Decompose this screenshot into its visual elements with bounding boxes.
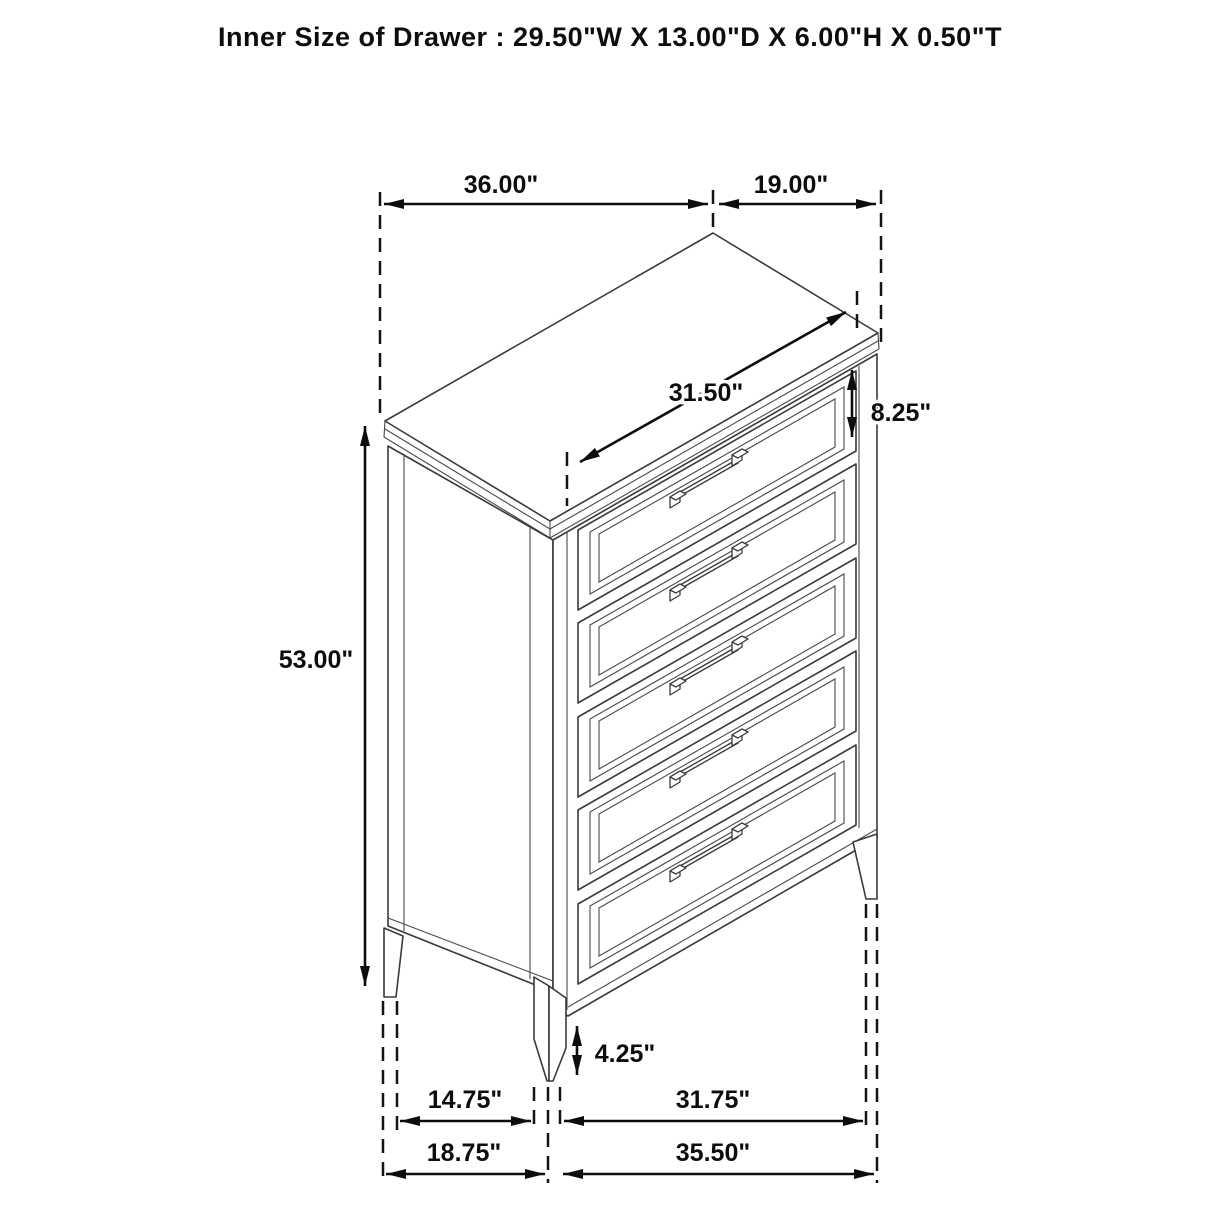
dim-leg-height-label: 4.25" — [594, 1040, 656, 1068]
page-title: Inner Size of Drawer : 29.50"W X 13.00"D X 6.00"H X 0.50"T — [217, 22, 1003, 52]
chest-illustration — [384, 233, 879, 1081]
dim-overall-depth-label: 18.75" — [426, 1139, 502, 1167]
dim-top-depth-label: 19.00" — [753, 171, 829, 199]
top-corner-edge-left — [384, 421, 385, 437]
dim-leg-inset-depth — [400, 1086, 531, 1121]
dim-overall-height-label: 53.00" — [278, 646, 354, 674]
front-left-leg-front-face — [549, 986, 566, 1081]
dim-overall-height — [279, 426, 365, 986]
front-left-leg-side-face — [534, 977, 549, 1081]
front-right-leg — [853, 834, 877, 899]
dim-overall-width — [563, 1139, 874, 1174]
rear-left-leg — [384, 928, 403, 997]
dim-top-drawer-height-label: 8.25" — [870, 399, 932, 427]
dim-top-width-label: 36.00" — [463, 171, 539, 199]
top-corner-edge-right — [878, 333, 879, 349]
dim-between-front-legs-label: 31.75" — [675, 1086, 751, 1114]
dim-between-front-legs — [564, 1086, 863, 1121]
dim-overall-depth — [386, 1139, 545, 1174]
chest-side-panel — [388, 446, 553, 992]
dim-overall-width-label: 35.50" — [675, 1139, 751, 1167]
dim-leg-inset-depth-label: 14.75" — [427, 1086, 503, 1114]
dim-leg-height — [577, 1026, 655, 1075]
dim-drawer-opening-width-label: 31.50" — [668, 379, 744, 407]
